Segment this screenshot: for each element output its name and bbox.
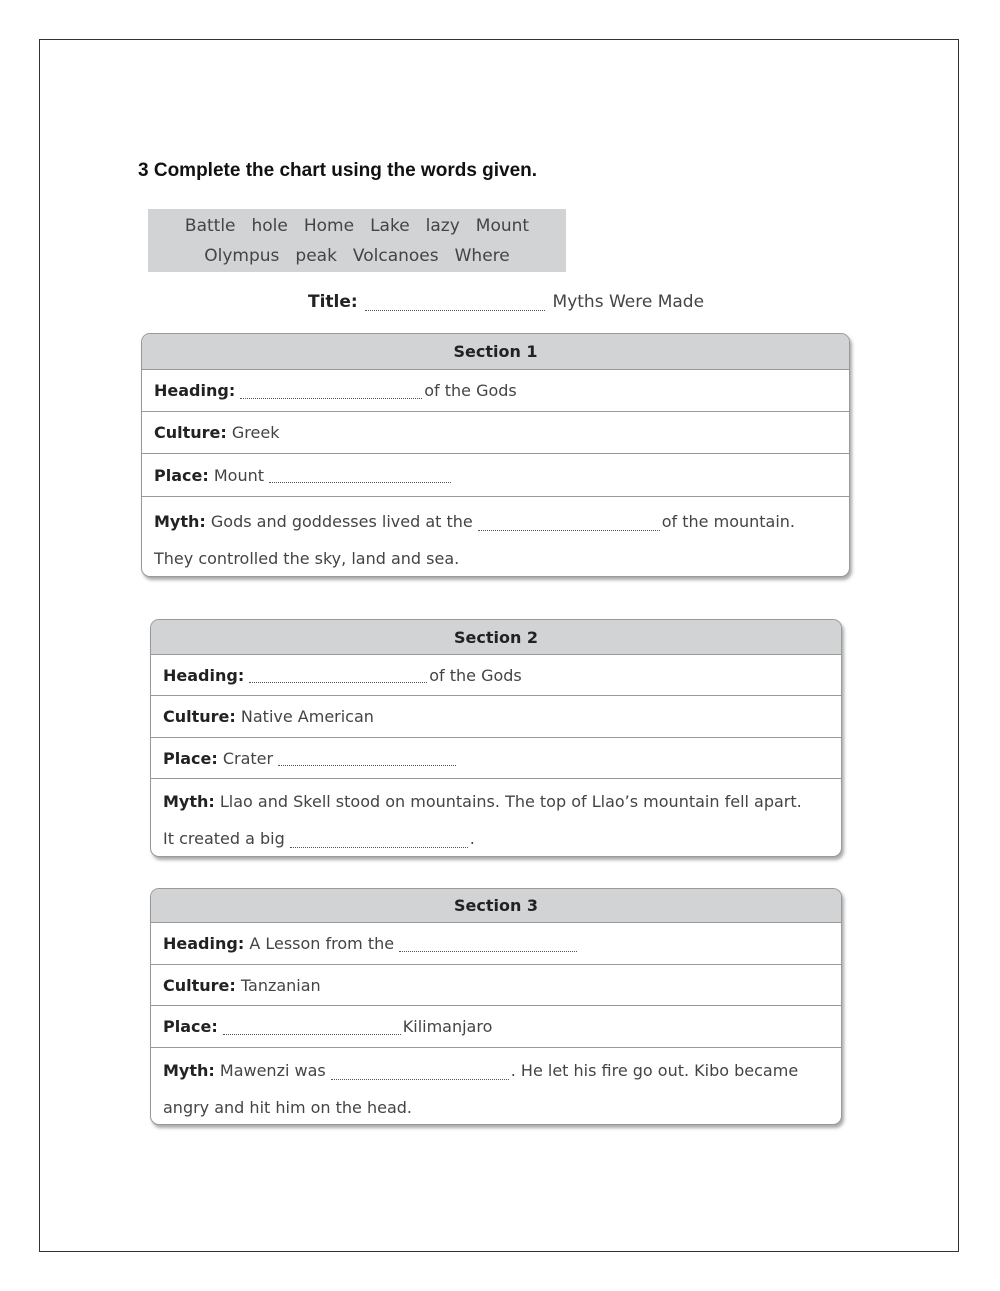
word: Volcanoes — [352, 246, 439, 266]
heading-blank-input[interactable] — [399, 936, 577, 952]
section-header: Section 3 — [151, 889, 841, 922]
place-blank-input[interactable] — [223, 1019, 401, 1035]
place-row — [142, 453, 849, 496]
heading-label: Heading: — [163, 665, 245, 685]
heading-row — [151, 922, 841, 964]
word: Battle — [184, 216, 236, 236]
myth-label: Myth: — [163, 792, 215, 811]
culture-label: Culture: — [163, 975, 236, 995]
heading-blank-input[interactable] — [240, 383, 422, 399]
myth-text: Gods and goddesses lived at the — [210, 512, 473, 531]
culture-row — [142, 411, 849, 453]
heading-text: of the Gods — [424, 381, 517, 400]
word: peak — [295, 246, 337, 266]
place-text: Kilimanjaro — [402, 1017, 493, 1036]
place-text: Mount — [213, 465, 264, 485]
word: Home — [303, 216, 355, 236]
title-blank-input[interactable] — [365, 295, 545, 311]
place-label: Place: — [154, 465, 209, 485]
title-label: Title: — [308, 292, 358, 312]
word: Olympus — [204, 246, 280, 266]
heading-row — [142, 369, 849, 411]
word: lazy — [425, 216, 460, 236]
heading-label: Heading: — [163, 934, 245, 953]
section-header: Section 1 — [142, 334, 849, 369]
culture-label: Culture: — [163, 707, 236, 726]
place-row — [151, 737, 841, 778]
section-3 — [150, 888, 842, 1125]
title-line — [308, 292, 704, 312]
myth-text: It created a big — [163, 829, 285, 848]
place-text: Crater — [222, 748, 274, 768]
place-label: Place: — [163, 1017, 218, 1036]
section-header: Section 2 — [151, 620, 841, 654]
myth-text-line2: angry and hit him on the head. — [163, 1098, 413, 1117]
place-blank-input[interactable] — [269, 467, 451, 483]
myth-text: Mawenzi was — [219, 1061, 326, 1080]
culture-value: Native American — [240, 707, 374, 726]
myth-label: Myth: — [154, 512, 206, 531]
culture-row — [151, 695, 841, 737]
heading-row — [151, 654, 841, 695]
myth-row — [151, 778, 841, 857]
heading-text: A Lesson from the — [249, 934, 395, 953]
heading-text: of the Gods — [429, 665, 522, 685]
culture-value: Greek — [231, 423, 280, 442]
word: Where — [454, 246, 510, 266]
section-2 — [150, 619, 842, 857]
word-bank — [148, 209, 566, 272]
culture-label: Culture: — [154, 423, 227, 442]
place-blank-input[interactable] — [278, 750, 456, 766]
myth-label: Myth: — [163, 1061, 215, 1080]
myth-row — [142, 496, 849, 577]
myth-blank-input[interactable] — [478, 515, 660, 531]
myth-text: of the mountain. — [661, 512, 796, 531]
myth-blank-input[interactable] — [331, 1064, 509, 1080]
myth-text-line2: They controlled the sky, land and sea. — [154, 549, 460, 568]
word: hole — [251, 216, 288, 236]
section-1 — [141, 333, 850, 577]
heading-blank-input[interactable] — [249, 667, 427, 683]
culture-value: Tanzanian — [240, 975, 321, 995]
place-row — [151, 1005, 841, 1047]
culture-row — [151, 964, 841, 1005]
myth-text: . He let his fire go out. Kibo became — [510, 1061, 799, 1080]
word: Lake — [370, 216, 410, 236]
word: Mount — [475, 216, 530, 236]
place-label: Place: — [163, 748, 218, 768]
heading-label: Heading: — [154, 381, 236, 400]
instruction: 3 Complete the chart using the words given. — [138, 160, 538, 181]
myth-blank-input[interactable] — [290, 832, 468, 848]
myth-text: Llao and Skell stood on mountains. The top of Llao’s mountain fell apart. — [219, 792, 802, 811]
title-suffix: Myths Were Made — [552, 292, 705, 312]
myth-text: . — [469, 829, 475, 848]
myth-row — [151, 1047, 841, 1125]
